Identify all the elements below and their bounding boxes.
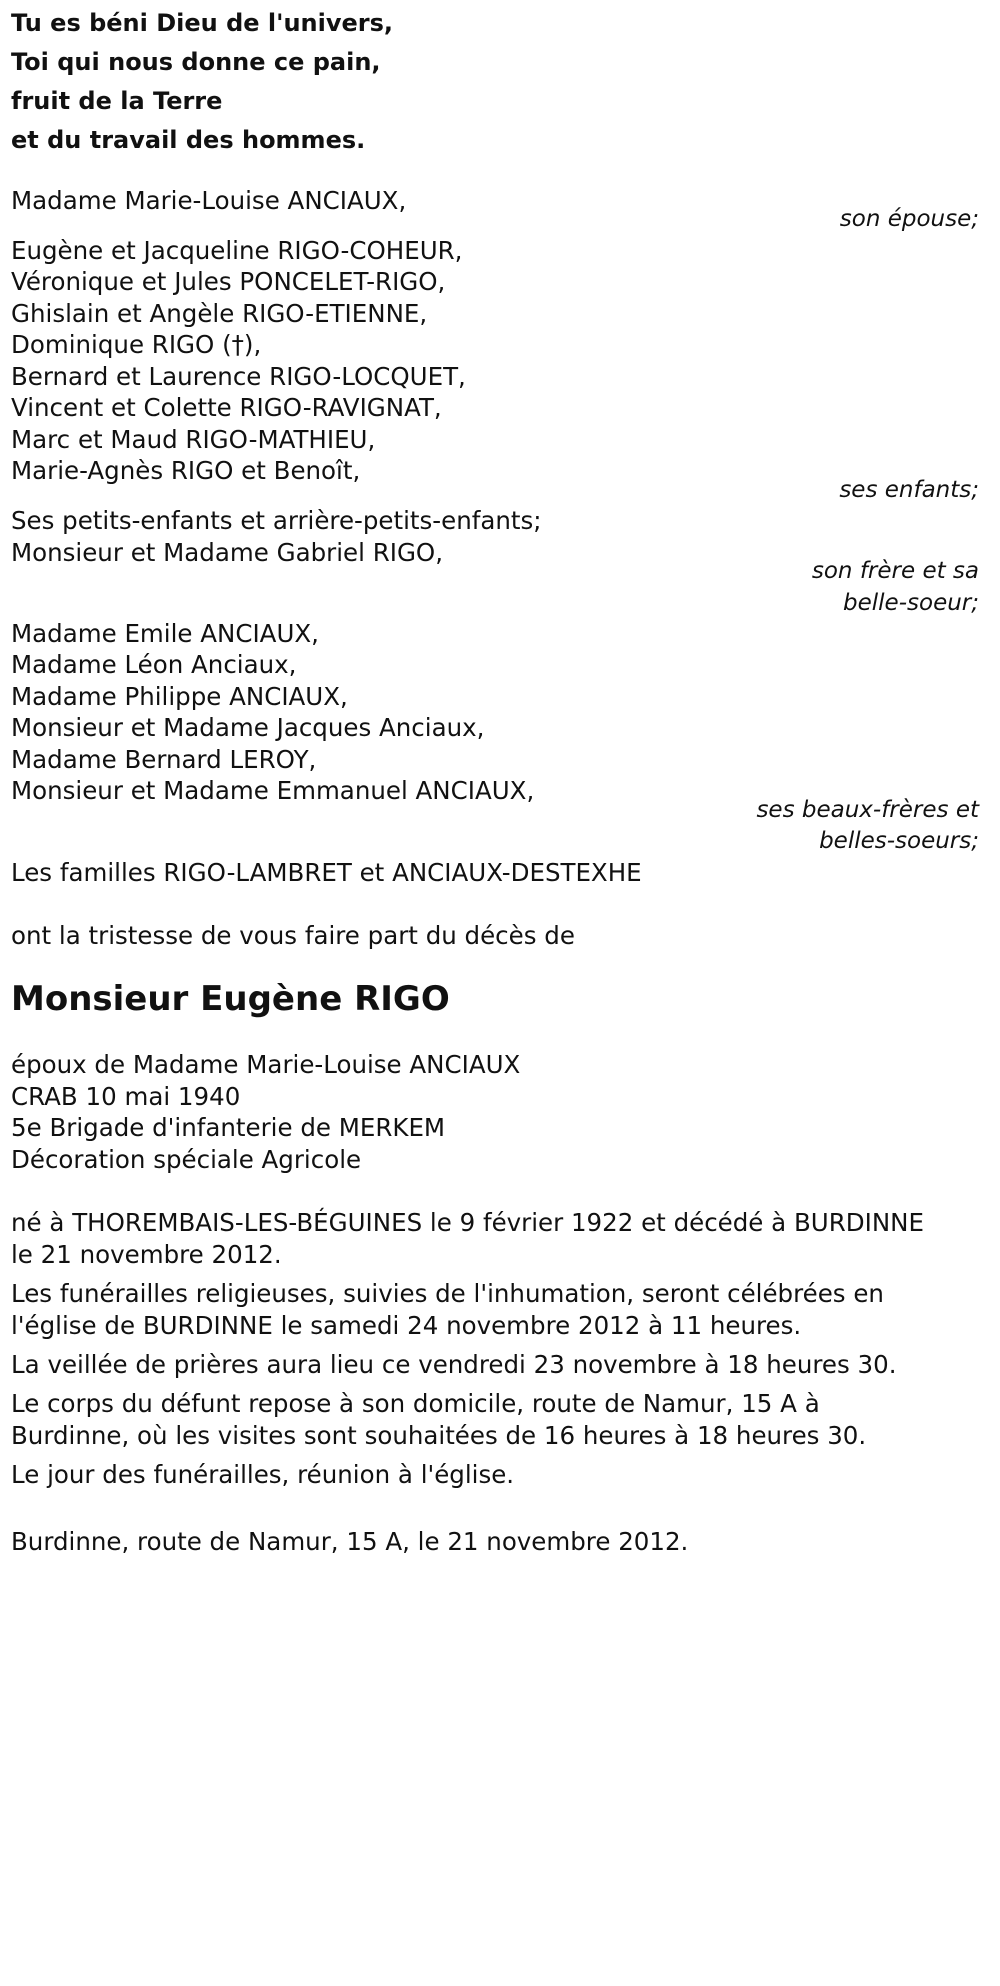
inlaw-name: Madame Léon Anciaux,	[11, 650, 297, 679]
inlaw-name: Madame Bernard LEROY,	[11, 745, 317, 774]
child-name: Ghislain et Angèle RIGO-ETIENNE,	[11, 299, 428, 328]
inlaws-relation: ses beaux-frères et	[756, 797, 979, 823]
birth-death-line: le 21 novembre 2012.	[11, 1240, 282, 1269]
vigil-line: La veillée de prières aura lieu ce vendredi 23 novembre à 18 heures 30.	[11, 1350, 897, 1379]
spouse-relation: son épouse;	[839, 206, 979, 232]
sibling-relation: belle-soeur;	[843, 590, 979, 616]
visitation-line: Burdinne, où les visites sont souhaitées de 16 heures à 18 heures 30.	[11, 1421, 867, 1450]
funeral-line: Les funérailles religieuses, suivies de l'inhumation, seront célébrées en	[11, 1279, 884, 1308]
sibling-relation: son frère et sa	[811, 558, 979, 584]
poem-line: fruit de la Terre	[11, 87, 223, 115]
poem-line: Tu es béni Dieu de l'univers,	[11, 9, 394, 37]
children-relation: ses enfants;	[839, 477, 979, 503]
inlaw-name: Madame Philippe ANCIAUX,	[11, 682, 348, 711]
spouse-name: Madame Marie-Louise ANCIAUX,	[11, 186, 407, 215]
closing-line: Burdinne, route de Namur, 15 A, le 21 novembre 2012.	[11, 1527, 689, 1556]
deceased-detail: Décoration spéciale Agricole	[11, 1145, 362, 1174]
funeral-line: l'église de BURDINNE le samedi 24 novembre 2012 à 11 heures.	[11, 1311, 802, 1340]
child-name: Véronique et Jules PONCELET-RIGO,	[11, 267, 446, 296]
deceased-detail: CRAB 10 mai 1940	[11, 1082, 241, 1111]
deceased-detail: 5e Brigade d'infanterie de MERKEM	[11, 1113, 446, 1142]
child-name: Marc et Maud RIGO-MATHIEU,	[11, 425, 376, 454]
grandchildren-line: Ses petits-enfants et arrière-petits-enfants;	[11, 506, 542, 535]
visitation-line: Le corps du défunt repose à son domicile, route de Namur, 15 A à	[11, 1389, 820, 1418]
inlaws-relation: belles-soeurs;	[819, 828, 979, 854]
child-name: Eugène et Jacqueline RIGO-COHEUR,	[11, 236, 463, 265]
deceased-name: Monsieur Eugène RIGO	[11, 979, 450, 1019]
families-line: Les familles RIGO-LAMBRET et ANCIAUX-DESTEXHE	[11, 858, 642, 887]
inlaw-name: Madame Emile ANCIAUX,	[11, 619, 319, 648]
child-name: Dominique RIGO (†),	[11, 330, 262, 359]
deceased-detail: époux de Madame Marie-Louise ANCIAUX	[11, 1050, 521, 1079]
inlaw-name: Monsieur et Madame Jacques Anciaux,	[11, 713, 485, 742]
child-name: Marie-Agnès RIGO et Benoît,	[11, 456, 361, 485]
meeting-line: Le jour des funérailles, réunion à l'église.	[11, 1460, 515, 1489]
inlaw-name: Monsieur et Madame Emmanuel ANCIAUX,	[11, 776, 535, 805]
sibling-name: Monsieur et Madame Gabriel RIGO,	[11, 538, 444, 567]
child-name: Vincent et Colette RIGO-RAVIGNAT,	[11, 393, 442, 422]
announcement: ont la tristesse de vous faire part du décès de	[11, 921, 575, 950]
poem-line: et du travail des hommes.	[11, 126, 366, 154]
birth-death-line: né à THOREMBAIS-LES-BÉGUINES le 9 février 1922 et décédé à BURDINNE	[11, 1208, 924, 1237]
child-name: Bernard et Laurence RIGO-LOCQUET,	[11, 362, 466, 391]
poem-line: Toi qui nous donne ce pain,	[11, 48, 381, 76]
